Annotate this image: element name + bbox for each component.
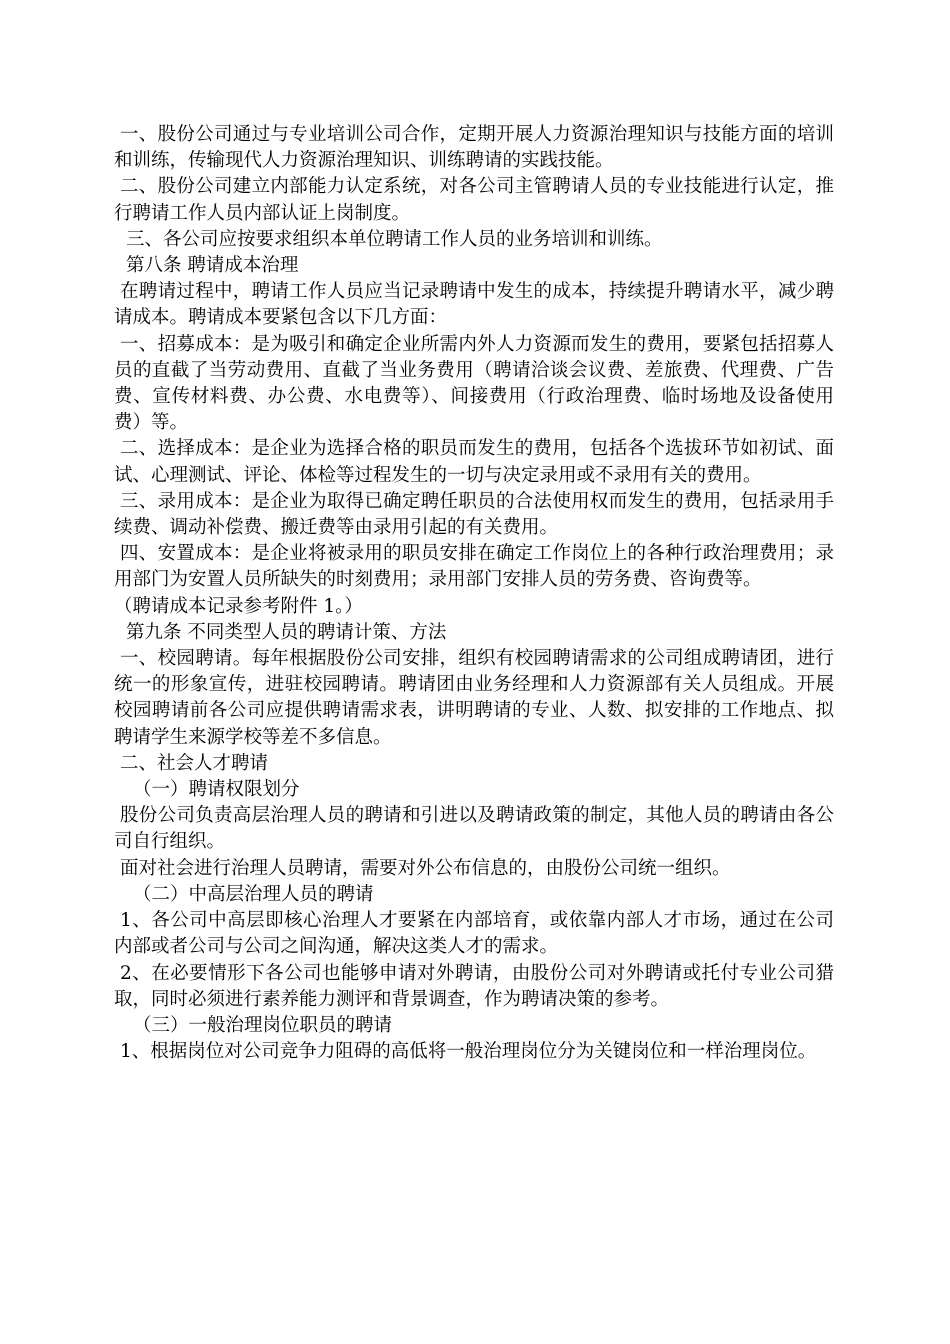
subsection-mid-senior-management: （二）中高层治理人员的聘请 bbox=[133, 883, 374, 905]
paragraph-external-recruitment: 2、在必要情形下各公司也能够申请对外聘请，由股份公司对外聘请或托付专业公司猎取，同时必须进行素养能力测评和背景调查，作为聘请决策的参考。 bbox=[114, 962, 834, 1010]
paragraph-cost-overview: 在聘请过程中，聘请工作人员应当记录聘请中发生的成本，持续提升聘请水平，减少聘请成本。聘请成本要紧包含以下几方面： bbox=[114, 281, 834, 329]
document-page bbox=[114, 122, 834, 1065]
paragraph-selection-cost: 二、选择成本：是企业为选择合格的职员而发生的费用，包括各个选拔环节如初试、面试、心理测试、评论、体检等过程发生的一切与决定录用或不录用有关的费用。 bbox=[114, 438, 834, 486]
paragraph-placement-cost: 四、安置成本：是企业将被录用的职员安排在确定工作岗位上的各种行政治理费用；录用部门为安置人员所缺失的时刻费用；录用部门安排人员的劳务费、咨询费等。 bbox=[114, 543, 834, 591]
paragraph-capability-certification: 二、股份公司建立内部能力认定系统，对各公司主管聘请人员的专业技能进行认定，推行聘请工作人员内部认证上岗制度。 bbox=[114, 176, 834, 224]
article-9-heading: 第九条 不同类型人员的聘请计策、方法 bbox=[126, 621, 447, 643]
paragraph-training-cooperation: 一、股份公司通过与专业培训公司合作，定期开展人力资源治理知识与技能方面的培训和训练，传输现代人力资源治理知识、训练聘请的实践技能。 bbox=[114, 124, 834, 172]
subsection-general-management: （三）一般治理岗位职员的聘请 bbox=[133, 1014, 393, 1036]
paragraph-internal-cultivation: 1、各公司中高层即核心治理人才要紧在内部培育，或依靠内部人才市场，通过在公司内部或者公司与公司之间沟通，解决这类人才的需求。 bbox=[114, 910, 834, 958]
section-social-recruitment: 二、社会人才聘请 bbox=[120, 752, 269, 774]
paragraph-appendix-note: （聘请成本记录参考附件 1。） bbox=[114, 595, 363, 617]
paragraph-recruitment-cost: 一、招募成本：是为吸引和确定企业所需内外人力资源而发生的费用，要紧包括招募人员的直截了当劳动费用、直截了当业务费用（聘请洽谈会议费、差旅费、代理费、广告费、宣传材料费、办公费、水电费等）、间接费用（行政治理费、临时场地及设备使用费）等。 bbox=[114, 333, 834, 434]
subsection-authority-division: （一）聘请权限划分 bbox=[133, 779, 300, 801]
paragraph-position-classification: 1、根据岗位对公司竞争力阻碍的高低将一般治理岗位分为关键岗位和一样治理岗位。 bbox=[120, 1041, 817, 1063]
paragraph-public-recruitment: 面对社会进行治理人员聘请，需要对外公布信息的，由股份公司统一组织。 bbox=[120, 857, 731, 879]
article-8-heading: 第八条 聘请成本治理 bbox=[126, 255, 299, 277]
paragraph-unit-training: 三、各公司应按要求组织本单位聘请工作人员的业务培训和训练。 bbox=[126, 228, 663, 250]
paragraph-hiring-cost: 三、录用成本：是企业为取得已确定聘任职员的合法使用权而发生的费用，包括录用手续费、调动补偿费、搬迁费等由录用引起的有关费用。 bbox=[114, 490, 834, 539]
paragraph-campus-recruitment: 一、校园聘请。每年根据股份公司安排，组织有校园聘请需求的公司组成聘请团，进行统一的形象宣传，进驻校园聘请。聘请团由业务经理和人力资源部有关人员组成。开展校园聘请前各公司应提供聘请需求表，讲明聘请的专业、人数、拟安排的工作地点、拟聘请学生来源学校等差不多信息。 bbox=[114, 648, 834, 748]
paragraph-senior-recruitment-authority: 股份公司负责高层治理人员的聘请和引进以及聘请政策的制定，其他人员的聘请由各公司自行组织。 bbox=[114, 805, 834, 853]
